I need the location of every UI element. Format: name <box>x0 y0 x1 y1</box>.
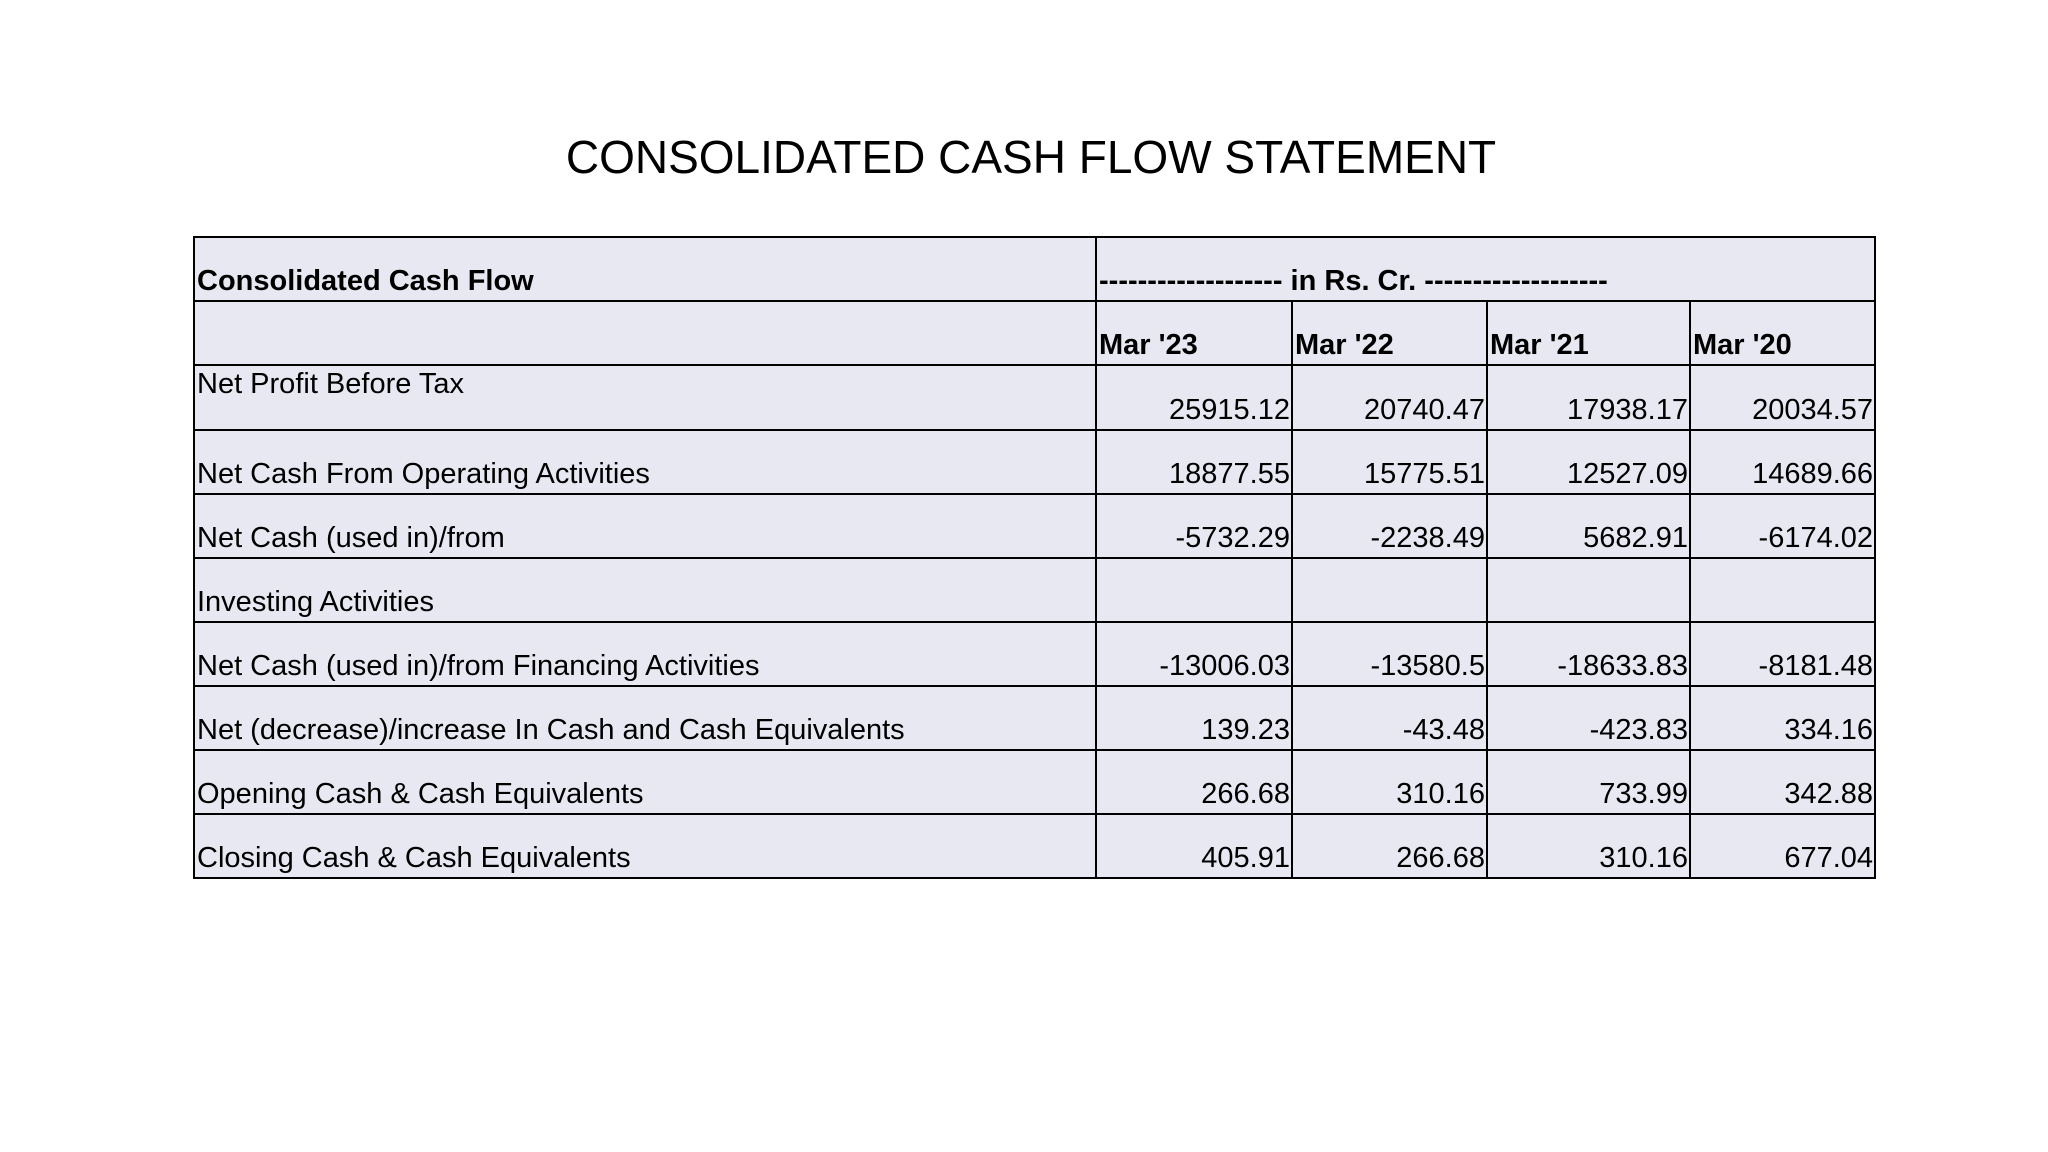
row-value: 14689.66 <box>1690 430 1875 494</box>
row-value <box>1690 558 1875 622</box>
row-label: Investing Activities <box>194 558 1096 622</box>
row-value: 20034.57 <box>1690 365 1875 430</box>
row-value <box>1487 558 1690 622</box>
table-row <box>194 494 1875 558</box>
table-row <box>194 558 1875 622</box>
period-header: Mar '21 <box>1487 301 1690 365</box>
row-label: Net Cash (used in)/from Financing Activities <box>194 622 1096 686</box>
row-value: 342.88 <box>1690 750 1875 814</box>
row-label: Net Cash (used in)/from <box>194 494 1096 558</box>
table-header-row <box>194 237 1875 301</box>
row-value: -2238.49 <box>1292 494 1487 558</box>
row-label: Net Cash From Operating Activities <box>194 430 1096 494</box>
row-label: Net (decrease)/increase In Cash and Cash Equivalents <box>194 686 1096 750</box>
row-label: Net Profit Before Tax <box>194 365 1096 430</box>
row-value <box>1292 558 1487 622</box>
period-header: Mar '22 <box>1292 301 1487 365</box>
row-value: 677.04 <box>1690 814 1875 878</box>
row-value: 25915.12 <box>1096 365 1292 430</box>
row-value: -5732.29 <box>1096 494 1292 558</box>
row-value <box>1096 558 1292 622</box>
row-value: -13006.03 <box>1096 622 1292 686</box>
row-value: 405.91 <box>1096 814 1292 878</box>
row-value: 5682.91 <box>1487 494 1690 558</box>
table-row <box>194 750 1875 814</box>
row-value: -13580.5 <box>1292 622 1487 686</box>
row-label: Opening Cash & Cash Equivalents <box>194 750 1096 814</box>
row-value: 12527.09 <box>1487 430 1690 494</box>
period-header-row <box>194 301 1875 365</box>
row-value: -6174.02 <box>1690 494 1875 558</box>
row-value: -18633.83 <box>1487 622 1690 686</box>
row-value: 266.68 <box>1292 814 1487 878</box>
row-value: -8181.48 <box>1690 622 1875 686</box>
row-value: -43.48 <box>1292 686 1487 750</box>
table-row <box>194 814 1875 878</box>
row-value: 266.68 <box>1096 750 1292 814</box>
row-value: 18877.55 <box>1096 430 1292 494</box>
page-title: CONSOLIDATED CASH FLOW STATEMENT <box>565 131 1497 183</box>
row-value: 733.99 <box>1487 750 1690 814</box>
row-value: 310.16 <box>1487 814 1690 878</box>
row-value: 17938.17 <box>1487 365 1690 430</box>
table-header-label: Consolidated Cash Flow <box>194 237 1096 301</box>
unit-label: ------------------- in Rs. Cr. ------------------- <box>1096 237 1875 301</box>
period-header: Mar '20 <box>1690 301 1875 365</box>
cash-flow-table <box>193 236 1876 879</box>
table-row <box>194 430 1875 494</box>
row-label: Closing Cash & Cash Equivalents <box>194 814 1096 878</box>
row-value: 20740.47 <box>1292 365 1487 430</box>
table-row <box>194 365 1875 430</box>
row-value: 334.16 <box>1690 686 1875 750</box>
row-value: 139.23 <box>1096 686 1292 750</box>
period-header: Mar '23 <box>1096 301 1292 365</box>
row-value: -423.83 <box>1487 686 1690 750</box>
table-row <box>194 622 1875 686</box>
table-row <box>194 686 1875 750</box>
row-value: 310.16 <box>1292 750 1487 814</box>
period-header-blank <box>194 301 1096 365</box>
row-value: 15775.51 <box>1292 430 1487 494</box>
